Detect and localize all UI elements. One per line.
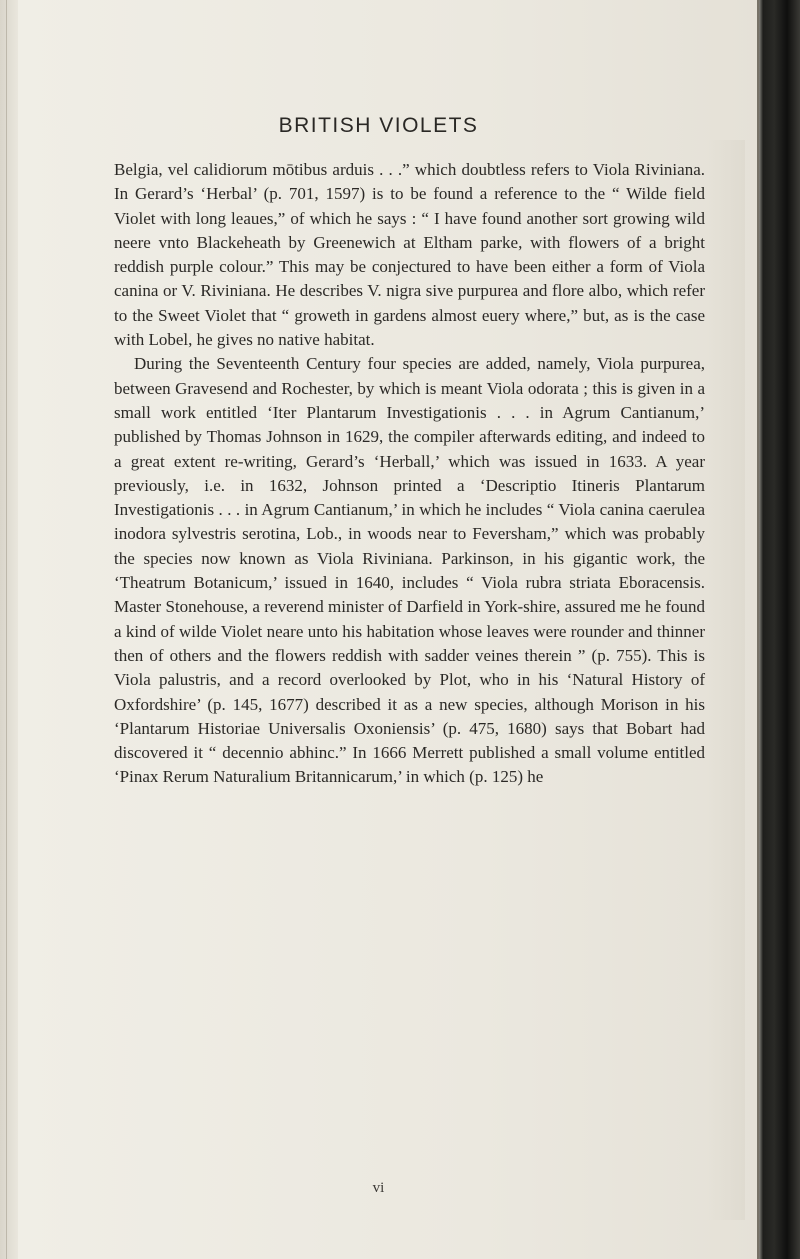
- page-shadow: [705, 140, 745, 1220]
- paragraph-2: During the Seventeenth Century four species are added, namely, Viola purpurea, between Gravesend and Rochester, by which is meant Viola odorata ; this is given in a small work entitled ‘Iter Plantarum Investigationis . . . in Agrum Cantianum,’ published by Thomas Johnson in 1629, the compiler afterwards editing, and indeed to a great extent re-writing, Gerard’s ‘Herball,’ which was issued in 1633. A year previously, i.e. in 1632, Johnson printed a ‘Descriptio Itineris Plantarum Investigationis . . . in Agrum Cantianum,’ in which he includes “ Viola canina caerulea inodora sylvestris serotina, Lob., in woods near to Feversham,” which was probably the species now known as Viola Riviniana. Parkinson, in his gigantic work, the ‘Theatrum Botanicum,’ issued in 1640, includes “ Viola rubra striata Eboracensis. Master Stonehouse, a reverend minister of Darfield in York-shire, assured me he found a kind of wilde Violet neare unto his habitation whose leaves were rounder and thinner then of others and the flowers reddish with sadder veines therein ” (p. 755). This is Viola palustris, and a record overlooked by Plot, who in his ‘Natural History of Oxfordshire’ (p. 145, 1677) described it as a new species, although Morison in his ‘Plantarum Historiae Universalis Oxoniensis’ (p. 475, 1680) says that Bobart had discovered it “ decennio abhinc.” In 1666 Merrett published a small volume entitled ‘Pinax Rerum Naturalium Britannicarum,’ in which (p. 125) he: [114, 354, 705, 787]
- page-number: vi: [372, 1180, 385, 1196]
- gutter-edge-line: [757, 0, 759, 1259]
- page-left-edge: [0, 0, 18, 1259]
- body-text: [114, 158, 705, 790]
- paragraph-1: Belgia, vel calidiorum mōtibus arduis . . .” which doubtless refers to Viola Riviniana. In Gerard’s ‘Herbal’ (p. 701, 1597) is to be found a reference to the “ Wilde field Violet with long leaues,” of which he says : “ I have found another sort growing wild neere vnto Blackeheath by Greenewich at Eltham parke, with flowers of a bright reddish purple colour.” This may be conjectured to have been either a form of Viola canina or V. Riviniana. He describes V. nigra sive purpurea and flore albo, which refer to the Sweet Violet that “ groweth in gardens almost euery where,” but, as is the case with Lobel, he gives no native habitat.: [114, 160, 705, 350]
- running-head: BRITISH VIOLETS: [278, 114, 479, 137]
- book-gutter: [757, 0, 800, 1259]
